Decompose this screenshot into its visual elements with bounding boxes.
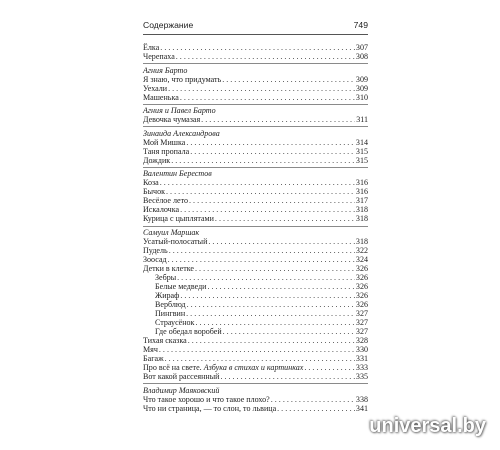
toc-entry-title-text: Где обедал воробей <box>155 326 222 336</box>
toc-entry-page: 311 <box>356 115 368 125</box>
toc-entry-title-text: Усатый-полосатый <box>143 236 208 246</box>
toc-entry-page: 317 <box>355 196 368 206</box>
dot-leader <box>187 300 355 309</box>
toc-entry <box>143 214 368 223</box>
toc-entry-title-text: Искалочка <box>143 205 180 215</box>
toc-entry-page: 330 <box>355 344 368 354</box>
toc-entry-title-text: Страусёнок <box>155 317 195 327</box>
toc-entry-title <box>155 273 176 282</box>
toc-entry-title-text: Жираф <box>155 290 180 300</box>
toc-entry <box>143 246 368 255</box>
toc-entry <box>143 205 368 214</box>
author-heading: Агния Барто <box>143 65 188 75</box>
toc-entry <box>143 43 368 52</box>
toc-entry <box>143 84 368 93</box>
toc-entry <box>143 273 368 282</box>
dot-leader <box>177 273 355 282</box>
toc-entry <box>143 156 368 165</box>
dot-leader <box>168 84 355 93</box>
toc-entry-title <box>143 354 164 363</box>
toc-entry <box>143 318 368 327</box>
dot-leader <box>223 327 355 336</box>
dot-leader <box>304 363 355 372</box>
toc-entry <box>143 178 368 187</box>
toc-entry-title-text: Детки в клетке <box>143 263 195 273</box>
dot-leader <box>215 214 355 223</box>
toc-entry <box>143 237 368 246</box>
section-divider <box>143 165 368 170</box>
toc-entry-page: 318 <box>355 236 368 246</box>
toc-entry <box>143 363 368 372</box>
toc-entry <box>143 309 368 318</box>
author-heading: Владимир Маяковский <box>143 385 220 395</box>
toc-entry-page: 315 <box>355 155 368 165</box>
toc-entry-title-text: Я знаю, что придумать <box>143 74 222 84</box>
toc-entry-page: 316 <box>355 178 368 188</box>
toc-entry-title <box>143 264 194 273</box>
dot-leader <box>195 318 354 327</box>
toc-entry-page: 318 <box>355 205 368 215</box>
toc-entry-page: 309 <box>355 74 368 84</box>
dot-leader <box>165 354 355 363</box>
toc-entry-title <box>143 52 175 61</box>
toc-entry-title-text: Что такое хорошо и что такое плохо? <box>143 394 270 404</box>
toc-entry-page: 327 <box>355 317 368 327</box>
dot-leader <box>180 291 355 300</box>
toc-entry-page: 327 <box>355 308 368 318</box>
toc-entry-title <box>155 327 222 336</box>
running-header <box>143 20 368 34</box>
toc-entry-title-text: Зоосад <box>143 254 167 264</box>
section-divider <box>143 124 368 129</box>
toc-entry <box>143 282 368 291</box>
toc-entry <box>143 93 368 102</box>
toc-entry-title-text: Ёлка <box>143 43 160 52</box>
dot-leader <box>208 237 355 246</box>
toc-entry-title-text: Уехали <box>143 83 168 93</box>
toc-entry-title <box>143 75 221 84</box>
toc-entry-title <box>143 255 167 264</box>
toc-entry-title-text: Пудель <box>143 245 168 255</box>
toc-entry-title <box>143 372 219 381</box>
toc-entry-title <box>143 363 303 372</box>
toc-entry-page: 322 <box>355 245 368 255</box>
toc-entry-title <box>143 237 207 246</box>
dot-leader <box>186 309 355 318</box>
toc-entry-page: 326 <box>355 281 368 291</box>
toc-entry-title-text: Белые медведи <box>155 281 207 291</box>
author-heading: Зинаида Александрова <box>143 128 220 138</box>
toc-entry-title <box>143 178 159 187</box>
toc-entry-title <box>155 318 194 327</box>
header-title: Содержание <box>143 20 194 30</box>
toc-entry-title <box>143 196 188 205</box>
toc-entry <box>143 196 368 205</box>
toc-entry-title <box>143 147 189 156</box>
toc-entry <box>143 264 368 273</box>
toc-entry-page: 327 <box>355 326 368 336</box>
toc-entry-page: 314 <box>355 137 368 147</box>
toc-entry <box>143 75 368 84</box>
toc-entry-page: 315 <box>355 146 368 156</box>
toc-entry <box>143 345 368 354</box>
dot-leader <box>190 147 355 156</box>
toc-entry-title <box>143 404 276 413</box>
author-heading: Агния и Павел Барто <box>143 106 216 116</box>
toc-entry-title <box>143 205 179 214</box>
dot-leader <box>195 264 355 273</box>
dot-leader <box>207 282 354 291</box>
toc-entry <box>143 52 368 61</box>
toc-entry-title-text: Бычок <box>143 187 166 197</box>
toc-entry-title <box>143 138 185 147</box>
dot-leader <box>171 156 355 165</box>
toc-entry-page: 328 <box>355 335 368 345</box>
header-page-number: 749 <box>353 20 368 30</box>
toc-entry-title <box>143 115 200 124</box>
toc-entry <box>143 354 368 363</box>
toc-entry-title-text: Багаж <box>143 354 164 363</box>
toc-entry <box>143 300 368 309</box>
toc-entry-title <box>155 291 179 300</box>
toc-entry-title-text: Мяч <box>143 344 158 354</box>
toc-entry-title-text: Про всё на свете. <box>143 363 204 373</box>
section-divider <box>143 223 368 228</box>
toc-entry-title <box>143 214 214 223</box>
toc-entry-title-text: Таня пропала <box>143 146 190 156</box>
dot-leader <box>222 75 355 84</box>
toc-entry-title-text: Верблюд <box>155 299 186 309</box>
dot-leader <box>277 404 355 413</box>
toc-entry <box>143 327 368 336</box>
toc-entry-title-text: Тихая сказка <box>143 335 187 345</box>
toc-entry-subtitle: Азбука в стихах и картинках <box>203 363 304 373</box>
toc-entry-title <box>143 345 158 354</box>
toc-entry <box>143 291 368 300</box>
dot-leader <box>271 395 355 404</box>
toc-entry <box>143 147 368 156</box>
dot-leader <box>160 178 355 187</box>
dot-leader <box>188 336 355 345</box>
toc-entry-title <box>143 246 168 255</box>
dot-leader <box>168 255 355 264</box>
dot-leader <box>180 93 355 102</box>
section-divider <box>143 102 368 107</box>
section-divider <box>143 381 368 386</box>
toc-entry-title-text: Машенька <box>143 92 179 102</box>
toc-entry-title-text: Зебры <box>155 272 177 282</box>
toc-entry-title-text: Вот какой рассеянный <box>143 372 220 382</box>
toc-entry-title <box>143 156 170 165</box>
toc-entry-page: 324 <box>355 254 368 264</box>
toc-entry-page: 310 <box>355 92 368 102</box>
header-rule <box>143 34 368 35</box>
toc-entry-title <box>143 93 179 102</box>
toc-entry-title <box>143 84 167 93</box>
dot-leader <box>176 52 355 61</box>
toc-entry-title-text: Девочка чумазая <box>143 115 201 125</box>
toc-entry-page: 309 <box>355 83 368 93</box>
toc-entry-page: 316 <box>355 187 368 197</box>
toc-entry-title-text: Мой Мишка <box>143 137 186 147</box>
toc-entry-page: 318 <box>355 214 368 224</box>
toc-entry-page: 333 <box>355 363 368 373</box>
author-heading: Самуил Маршак <box>143 227 200 237</box>
dot-leader <box>160 43 355 52</box>
toc-entry-title-text: Курица с цыплятами <box>143 214 214 224</box>
dot-leader <box>186 138 355 147</box>
toc-entry-title <box>143 43 159 52</box>
toc-entry-title <box>155 309 185 318</box>
dot-leader <box>159 345 355 354</box>
toc-entry-page: 338 <box>355 394 368 404</box>
toc-entry <box>143 372 368 381</box>
toc-entry <box>143 336 368 345</box>
toc-entry-page: 308 <box>355 52 368 62</box>
author-heading: Валентин Берестов <box>143 169 212 179</box>
toc-entry-page: 307 <box>355 43 368 52</box>
toc-entry-title-text: Пингвин <box>155 308 186 318</box>
toc-entry-title <box>143 187 165 196</box>
dot-leader <box>201 115 355 124</box>
dot-leader <box>220 372 354 381</box>
toc-entry-title <box>155 282 206 291</box>
dot-leader <box>189 196 355 205</box>
dot-leader <box>169 246 355 255</box>
toc-entry-title-text: Черепаха <box>143 52 175 62</box>
section-divider <box>143 61 368 66</box>
toc-entry-title <box>155 300 186 309</box>
toc-entry-title-text: Коза <box>143 178 159 188</box>
toc-entry-page: 326 <box>355 290 368 300</box>
toc-entry <box>143 395 368 404</box>
toc-entry-title-text: Дождик <box>143 155 171 165</box>
toc-entry-page: 326 <box>355 263 368 273</box>
toc-entry <box>143 138 368 147</box>
toc-entry-page: 335 <box>355 372 368 382</box>
toc-entry-title-text: Весёлое лето <box>143 196 189 206</box>
toc-entry-page: 326 <box>355 272 368 282</box>
watermark: universal.by <box>369 415 486 437</box>
toc-entry-title <box>143 395 270 404</box>
toc-entry-page: 326 <box>355 299 368 309</box>
toc-entry <box>143 404 368 413</box>
toc-entry <box>143 187 368 196</box>
toc-entry-page: 331 <box>355 354 368 363</box>
toc-entry-title <box>143 336 187 345</box>
toc-entry-page: 341 <box>355 403 368 413</box>
toc-entry <box>143 115 368 124</box>
toc-entry-title-text: Что ни страница, — то слон, то львица <box>143 403 277 413</box>
dot-leader <box>166 187 355 196</box>
table-of-contents <box>143 43 368 413</box>
toc-entry <box>143 255 368 264</box>
dot-leader <box>180 205 355 214</box>
